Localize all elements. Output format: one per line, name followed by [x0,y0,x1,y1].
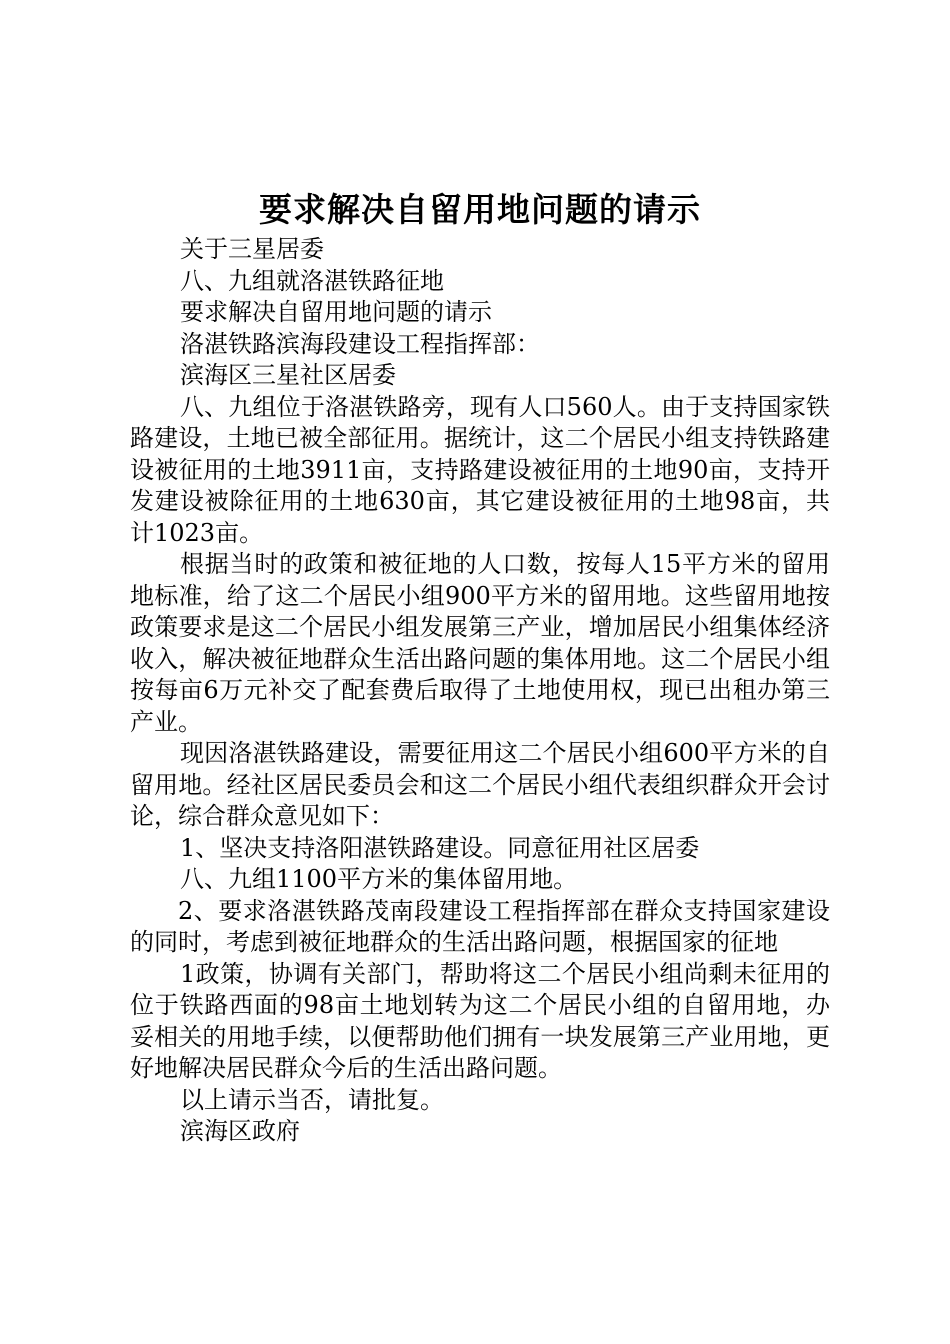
opinion-item-2-continued: 1政策，协调有关部门，帮助将这二个居民小组尚剩未征用的位于铁路西面的98亩土地划转为这二个居民小组的自留用地，办妥相关的用地手续，以便帮助他们拥有一块发展第三产业用地，更好地解决居民群众今后的生活出路问题。 [130,959,830,1082]
opinion-item-2: 2、要求洛湛铁路茂南段建设工程指挥部在群众支持国家建设的同时，考虑到被征地群众的生活出路问题，根据国家的征地 [130,896,830,956]
sender-line: 滨海区三星社区居委 [180,361,396,389]
opinion-item-1: 1、坚决支持洛阳湛铁路建设。同意征用社区居委 [180,833,700,862]
header-line-3: 要求解决自留用地问题的请示 [180,298,492,326]
opinion-item-1-continued: 八、九组1100平方米的集体留用地。 [180,865,578,893]
header-line-1: 关于三星居委 [180,235,324,263]
body-paragraph-1: 八、九组位于洛湛铁路旁，现有人口560人。由于支持国家铁路建设，土地已被全部征用。据统计，这二个居民小组支持铁路建设被征用的土地3911亩，支持路建设被征用的土地90亩，支持开发建设被除征用的土地630亩，其它建设被征用的土地98亩，共计1023亩。 [130,392,830,547]
recipient-line: 洛湛铁路滨海段建设工程指挥部： [180,329,540,358]
body-paragraph-3: 现因洛湛铁路建设，需要征用这二个居民小组600平方米的自留用地。经社区居民委员会和这二个居民小组代表组织群众开会讨论，综合群众意见如下： [130,739,830,830]
document-title: 要求解决自留用地问题的请示 [259,190,701,229]
signature: 滨海区政府 [180,1117,300,1145]
header-line-2: 八、九组就洛湛铁路征地 [180,266,444,295]
document-page [130,188,830,1148]
body-paragraph-2: 根据当时的政策和被征地的人口数，按每人15平方米的留用地标准，给了这二个居民小组900平方米的留用地。这些留用地按政策要求是这二个居民小组发展第三产业，增加居民小组集体经济收入，解决被征地群众生活出路问题的集体用地。这二个居民小组按每亩6万元补交了配套费后取得了土地使用权，现已出租办第三产业。 [130,550,830,736]
closing-line: 以上请示当否，请批复。 [180,1085,444,1114]
